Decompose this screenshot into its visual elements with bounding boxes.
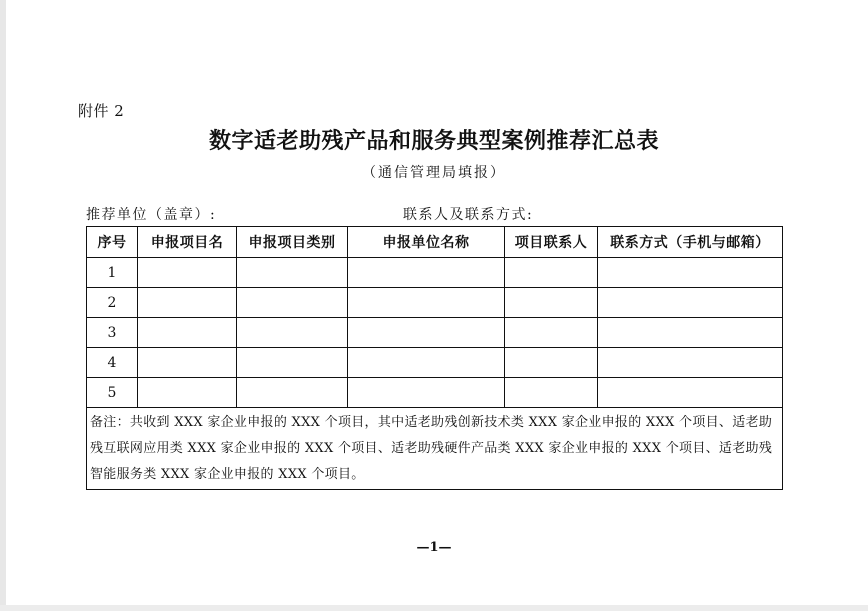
- table-row: [87, 258, 783, 288]
- table-header-row: [87, 227, 783, 258]
- row-index: 3: [87, 318, 138, 348]
- cell-project-category: [237, 288, 348, 318]
- cell-project-contact: [505, 378, 598, 408]
- cell-project-category: [237, 378, 348, 408]
- recommending-unit-label: 推荐单位（盖章）:: [86, 207, 217, 223]
- cell-project-contact: [505, 348, 598, 378]
- table-row: [87, 318, 783, 348]
- table-row: [87, 378, 783, 408]
- cell-contact-method: [598, 258, 783, 288]
- cell-project-name: [138, 258, 237, 288]
- cell-project-name: [138, 288, 237, 318]
- cell-applicant-unit: [348, 348, 505, 378]
- row-index: 2: [87, 288, 138, 318]
- row-index: 1: [87, 258, 138, 288]
- cell-contact-method: [598, 378, 783, 408]
- page-number: —1—: [416, 540, 452, 555]
- cell-contact-method: [598, 288, 783, 318]
- cell-project-contact: [505, 318, 598, 348]
- page-bottom-edge: [0, 605, 868, 611]
- cell-applicant-unit: [348, 288, 505, 318]
- header-project-contact: 项目联系人: [505, 227, 598, 258]
- header-index: 序号: [87, 227, 138, 258]
- header-applicant-unit: 申报单位名称: [348, 227, 505, 258]
- summary-table: [86, 226, 783, 490]
- cell-contact-method: [598, 318, 783, 348]
- cell-project-contact: [505, 258, 598, 288]
- row-index: 5: [87, 378, 138, 408]
- cell-applicant-unit: [348, 258, 505, 288]
- document-title: 数字适老助残产品和服务典型案例推荐汇总表: [208, 128, 659, 154]
- cell-project-name: [138, 318, 237, 348]
- cell-project-category: [237, 348, 348, 378]
- table-row: [87, 288, 783, 318]
- cell-contact-method: [598, 348, 783, 378]
- note-row: [87, 408, 783, 490]
- cell-project-name: [138, 378, 237, 408]
- contact-info-label: 联系人及联系方式:: [403, 207, 534, 223]
- row-index: 4: [87, 348, 138, 378]
- page-edge: [0, 0, 6, 611]
- document-subtitle: （通信管理局填报）: [362, 165, 506, 181]
- cell-applicant-unit: [348, 318, 505, 348]
- cell-project-contact: [505, 288, 598, 318]
- table-note: 备注：共收到 XXX 家企业申报的 XXX 个项目，其中适老助残创新技术类 XXX 家企业申报的 XXX 个项目、适老助残互联网应用类 XXX 家企业申报的 XXX 个项目、适老助残硬件产品类 XXX 家企业申报的 XXX 个项目、适老助残智能服务类 XXX 家企业申报的 XXX 个项目。: [87, 408, 783, 490]
- cell-project-category: [237, 258, 348, 288]
- header-project-category: 申报项目类别: [237, 227, 348, 258]
- cell-project-category: [237, 318, 348, 348]
- cell-project-name: [138, 348, 237, 378]
- attachment-label: 附件 2: [78, 102, 125, 120]
- header-project-name: 申报项目名: [138, 227, 237, 258]
- header-contact-method: 联系方式（手机与邮箱）: [598, 227, 783, 258]
- cell-applicant-unit: [348, 378, 505, 408]
- table-row: [87, 348, 783, 378]
